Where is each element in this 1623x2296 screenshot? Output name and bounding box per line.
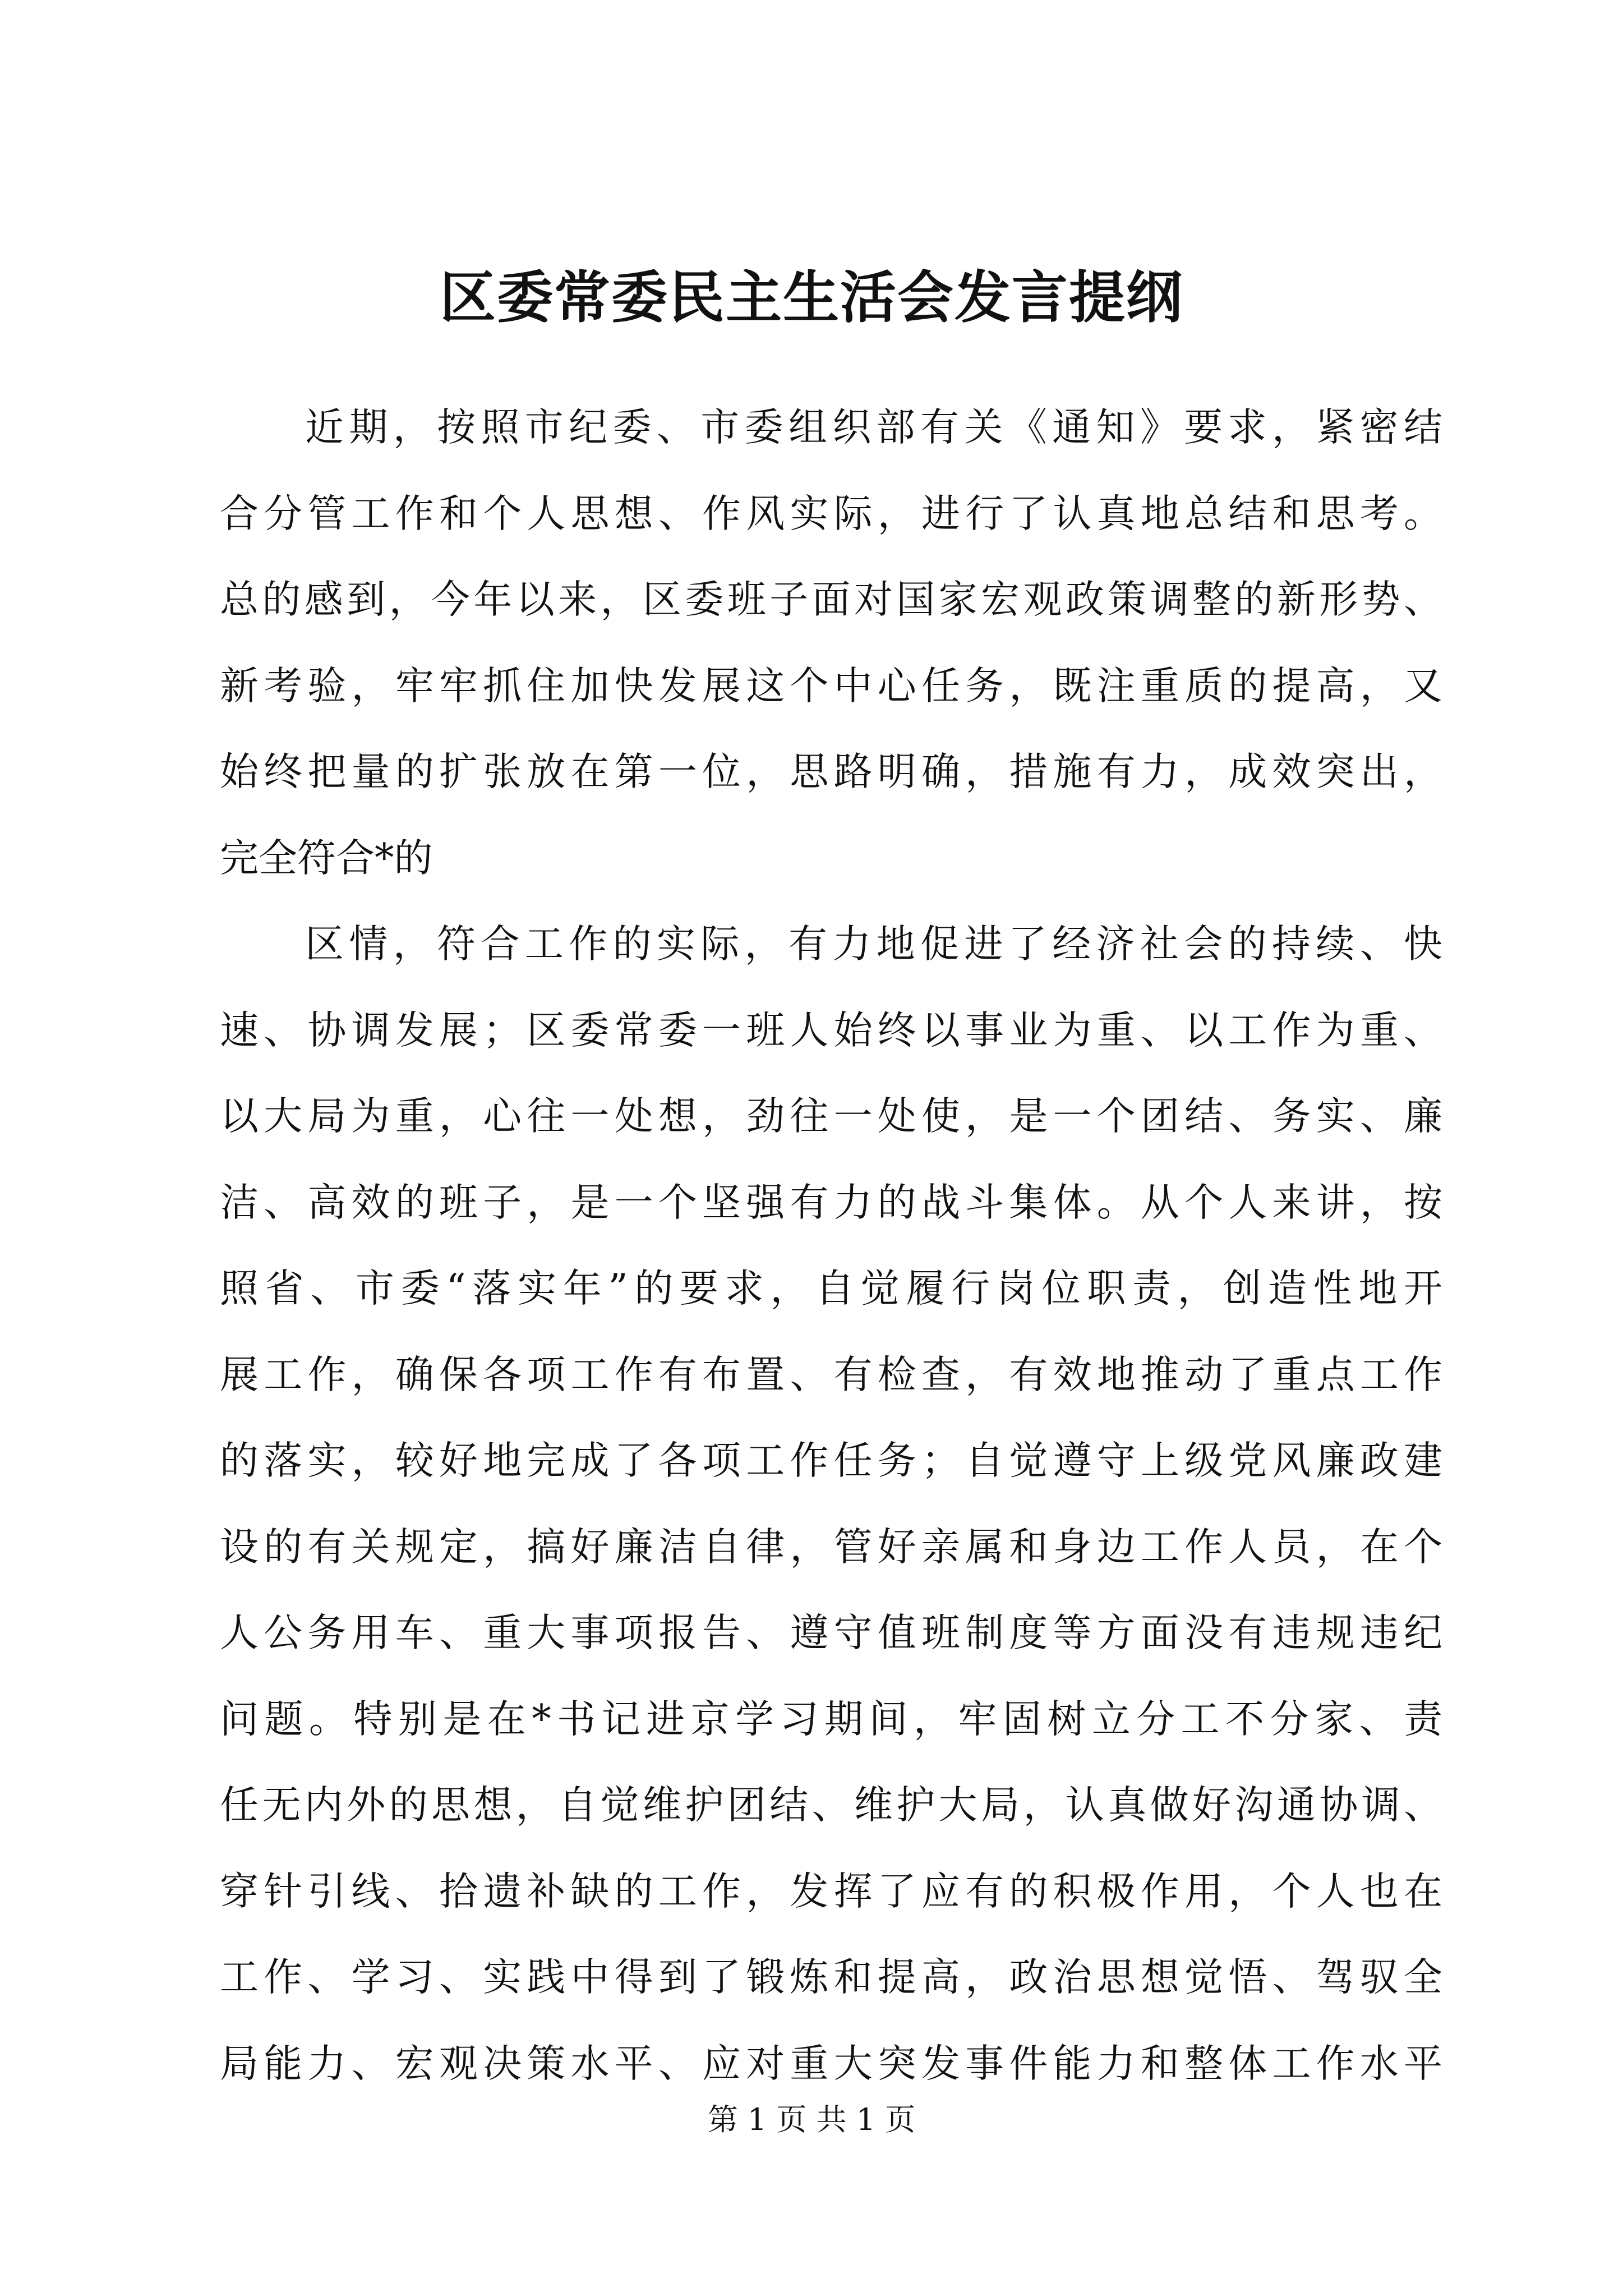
paragraph-2-line-14: 局能力、宏观决策水平、应对重大突发事件能力和整体工作水平	[220, 2041, 1442, 2086]
paragraph-2-line-3: 以大局为重，心往一处想，劲往一处使，是一个团结、务实、廉	[220, 1094, 1442, 1139]
paragraph-2-line-10: 问题。特别是在*书记进京学习期间，牢固树立分工不分家、责	[220, 1696, 1442, 1742]
paragraph-1-line-5: 始终把量的扩张放在第一位，思路明确，措施有力，成效突出，	[220, 749, 1442, 794]
paragraph-2-line-13: 工作、学习、实践中得到了锻炼和提高，政治思想觉悟、驾驭全	[220, 1955, 1442, 2000]
paragraph-2-line-5: 照省、市委“落实年”的要求，自觉履行岗位职责，创造性地开	[220, 1266, 1442, 1311]
paragraph-2-line-6: 展工作，确保各项工作有布置、有检查，有效地推动了重点工作	[220, 1352, 1442, 1397]
paragraph-1-line-4: 新考验，牢牢抓住加快发展这个中心任务，既注重质的提高，又	[220, 663, 1442, 708]
document-body	[220, 385, 1442, 2107]
paragraph-2-line-1: 区情，符合工作的实际，有力地促进了经济社会的持续、快	[305, 922, 1442, 967]
paragraph-2-line-2: 速、协调发展；区委常委一班人始终以事业为重、以工作为重、	[220, 1007, 1442, 1053]
paragraph-1-line-2: 合分管工作和个人思想、作风实际，进行了认真地总结和思考。	[220, 491, 1442, 536]
paragraph-1-line-3: 总的感到，今年以来，区委班子面对国家宏观政策调整的新形势、	[220, 577, 1442, 622]
paragraph-2-line-9: 人公务用车、重大事项报告、遵守值班制度等方面没有违规违纪	[220, 1611, 1442, 1655]
paragraph-2-line-11: 任无内外的思想，自觉维护团结、维护大局，认真做好沟通协调、	[220, 1783, 1442, 1828]
page-footer: 第 1 页 共 1 页	[707, 2102, 916, 2137]
paragraph-2-line-7: 的落实，较好地完成了各项工作任务；自觉遵守上级党风廉政建	[220, 1438, 1442, 1483]
document-title: 区委常委民主生活会发言提纲	[440, 264, 1183, 330]
paragraph-2-line-8: 设的有关规定，搞好廉洁自律，管好亲属和身边工作人员，在个	[220, 1524, 1442, 1570]
paragraph-1-line-6: 完全符合*的	[220, 835, 433, 881]
paragraph-1-line-1: 近期，按照市纪委、市委组织部有关《通知》要求，紧密结	[305, 405, 1442, 450]
paragraph-2-line-4: 洁、高效的班子，是一个坚强有力的战斗集体。从个人来讲，按	[220, 1180, 1442, 1225]
paragraph-2-line-12: 穿针引线、拾遗补缺的工作，发挥了应有的积极作用，个人也在	[220, 1869, 1442, 1914]
